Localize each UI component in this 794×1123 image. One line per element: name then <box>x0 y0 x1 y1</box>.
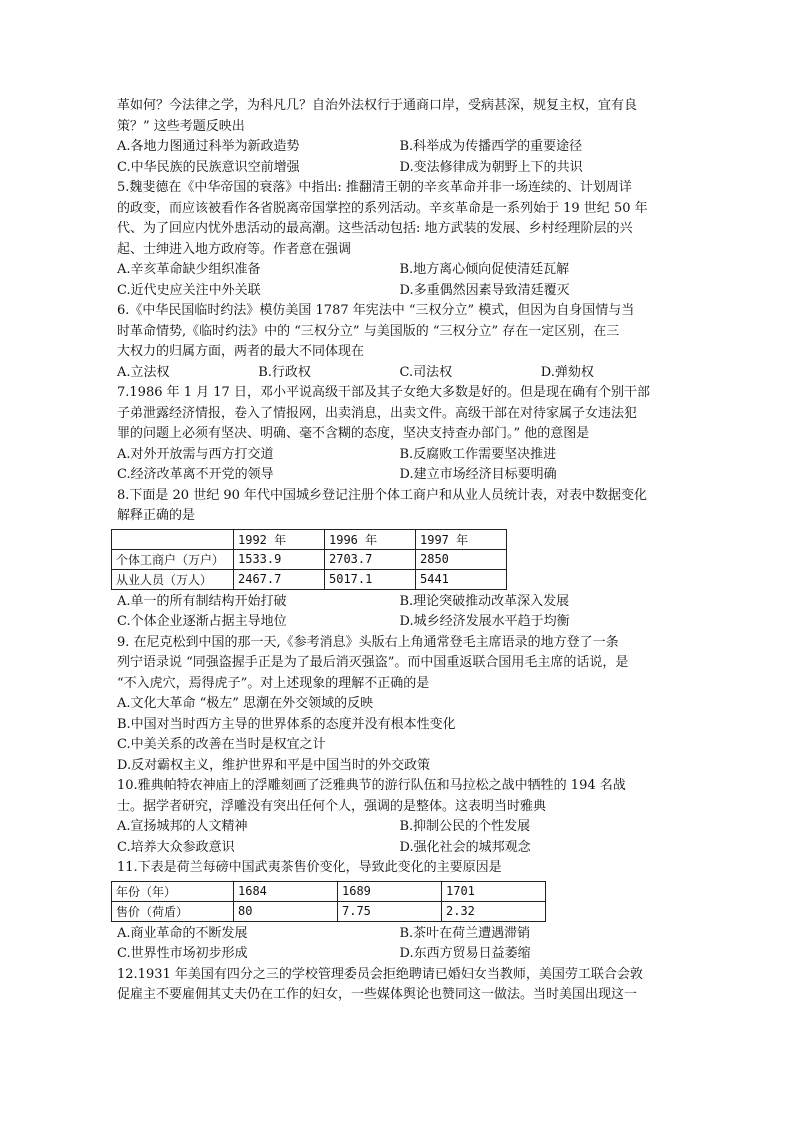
question-5-line: 5.魏斐德在《中华帝国的衰落》中指出: 推翻清王朝的辛亥革命并非一场连续的、计划周详 <box>117 180 632 195</box>
option-d[interactable]: D.弹劾权 <box>540 364 594 380</box>
table-cell: 1997 年 <box>416 529 507 549</box>
question-7-line: 罪的问题上必须有坚决、明确、毫不含糊的态度，坚决支持查办部门。” 他的意图是 <box>117 426 590 441</box>
option-b[interactable]: B.科举成为传播西学的重要途径 <box>399 139 583 154</box>
options-row <box>117 465 682 486</box>
options-row <box>117 158 682 179</box>
option-a[interactable]: A.立法权 <box>117 364 170 380</box>
table-cell: 年份（年） <box>112 881 234 901</box>
option-a[interactable]: A.宣扬城邦的人文精神 <box>117 819 248 834</box>
option-c[interactable]: C.经济改革离不开党的领导 <box>117 467 274 482</box>
tea-price-table <box>111 881 546 922</box>
option-d[interactable]: D.变法修律成为朝野上下的共识 <box>399 159 583 175</box>
question-10-line: 士。据学者研究，浮雕没有突出任何个人，强调的是整体。这表明当时雅典 <box>117 798 547 814</box>
question-12-line: 12.1931 年美国有四分之三的学校管理委员会拒绝聘请已婚妇女当教师，美国劳工联合会敦 <box>117 966 643 982</box>
table-cell: 1701 <box>442 881 546 901</box>
table-cell: 2850 <box>416 549 507 569</box>
options-row <box>117 137 682 158</box>
question-8-line: 解释正确的是 <box>117 508 196 523</box>
table-row <box>112 549 507 569</box>
table-cell: 售价（荷盾） <box>112 901 234 921</box>
option-b[interactable]: B.反腐败工作需要坚决推进 <box>399 446 557 462</box>
option-a[interactable]: A.辛亥革命缺少组织准备 <box>117 262 261 277</box>
options-row <box>117 838 682 859</box>
options-row <box>117 924 682 945</box>
option-b[interactable]: B.地方离心倾向促使清廷瓦解 <box>399 262 570 277</box>
options-row <box>117 363 682 384</box>
options-row <box>117 281 682 302</box>
table-cell: 2703.7 <box>325 549 416 569</box>
table-cell: 1533.9 <box>234 549 325 569</box>
option-c[interactable]: C.司法权 <box>399 364 453 380</box>
question-6-line: 大权力的归属方面，两者的最大不同体现在 <box>117 344 365 359</box>
option-a[interactable]: A.单一的所有制结构开始打破 <box>117 593 287 609</box>
table-cell: 2467.7 <box>234 569 325 589</box>
table-cell <box>112 529 234 549</box>
intro-line: 策？” 这些考题反映出 <box>117 118 245 134</box>
option-d[interactable]: D.东西方贸易日益萎缩 <box>399 946 531 961</box>
table-cell: 个体工商户（万户） <box>112 549 234 569</box>
options-row <box>117 612 682 633</box>
question-9-line: 9. 在尼克松到中国的那一天,《参考消息》头版右上角通常登毛主席语录的地方登了一条 <box>117 634 619 650</box>
intro-line: 革如何？今法律之学，为科凡几？自治外法权行于通商口岸，受病甚深，规复主权，宜有良 <box>117 98 638 113</box>
option-b[interactable]: B.中国对当时西方主导的世界体系的态度并没有根本性变化 <box>117 716 456 732</box>
option-d[interactable]: D.城乡经济发展水平趋于均衡 <box>399 614 570 629</box>
option-a[interactable]: A.对外开放需与西方打交道 <box>117 446 274 462</box>
table-cell: 5017.1 <box>325 569 416 589</box>
option-d[interactable]: D.反对霸权主义，维护世界和平是中国当时的外交政策 <box>117 757 431 773</box>
question-5-line: 起、士绅进入地方政府等。作者意在强调 <box>117 241 352 257</box>
option-c[interactable]: C.培养大众参政意识 <box>117 839 235 855</box>
option-d[interactable]: D.建立市场经济目标要明确 <box>399 467 557 482</box>
option-b[interactable]: B.茶叶在荷兰遭遇滞销 <box>399 925 531 941</box>
question-6-line: 6.《中华民国临时约法》模仿美国 1787 年宪法中 “三权分立” 模式，但因为自身国情与当 <box>117 303 635 318</box>
question-9-line: “不入虎穴，焉得虎子”。对上述现象的理解不正确的是 <box>117 675 430 691</box>
option-b[interactable]: B.行政权 <box>258 364 311 380</box>
option-d[interactable]: D.多重偶然因素导致清廷覆灭 <box>399 282 570 298</box>
question-5-line: 的政变，而应该被看作各省脱离帝国掌控的系列活动。辛亥革命是一系列始于 19 世纪 50 年 <box>117 200 648 216</box>
question-11-line: 11.下表是荷兰每磅中国武夷茶售价变化，导致此变化的主要原因是 <box>117 860 502 875</box>
question-5-line: 代、为了回应内忧外患活动的最高潮。这些活动包括: 地方武装的发展、乡村经理阶层的兴 <box>117 221 633 236</box>
table-cell: 2.32 <box>442 901 546 921</box>
question-6-line: 时革命情势,《临时约法》中的 “三权分立” 与美国版的 “三权分立” 存在一定区别，在三 <box>117 323 620 339</box>
option-c[interactable]: C.个体企业逐渐占据主导地位 <box>117 614 287 629</box>
table-cell: 1684 <box>234 881 338 901</box>
table-cell: 1992 年 <box>234 529 325 549</box>
table-cell: 从业人员（万人） <box>112 569 234 589</box>
option-a[interactable]: A.各地力图通过科举为新政造势 <box>117 139 300 154</box>
options-row <box>117 445 682 466</box>
table-cell: 80 <box>234 901 338 921</box>
options-row <box>117 944 682 965</box>
options-row <box>117 817 682 838</box>
question-8-line: 8.下面是 20 世纪 90 年代中国城乡登记注册个体工商户和从业人员统计表，对表中数据变化 <box>117 487 648 503</box>
table-row <box>112 901 546 921</box>
option-b[interactable]: B.理论突破推动改革深入发展 <box>399 593 570 609</box>
option-d[interactable]: D.强化社会的城邦观念 <box>399 839 531 855</box>
table-cell: 5441 <box>416 569 507 589</box>
options-row <box>117 592 682 613</box>
table-row <box>112 881 546 901</box>
business-stats-table <box>111 529 507 590</box>
option-c[interactable]: C.世界性市场初步形成 <box>117 946 248 961</box>
option-b[interactable]: B.抑制公民的个性发展 <box>399 819 531 834</box>
exam-page <box>117 96 682 1006</box>
option-c[interactable]: C.中美关系的改善在当时是权宜之计 <box>117 737 326 752</box>
table-cell: 1996 年 <box>325 529 416 549</box>
option-a[interactable]: A.文化大革命 “极左” 思潮在外交领域的反映 <box>117 696 374 711</box>
table-header-row <box>112 529 507 549</box>
option-a[interactable]: A.商业革命的不断发展 <box>117 925 248 941</box>
table-row <box>112 569 507 589</box>
question-7-line: 7.1986 年 1 月 17 日，邓小平说高级干部及其子女绝大多数是好的。但是现在确有个别干部 <box>117 385 650 400</box>
question-12-line: 促雇主不要雇佣其丈夫仍在工作的妇女，一些媒体舆论也赞同这一做法。当时美国出现这一 <box>117 987 638 1002</box>
table-cell: 7.75 <box>338 901 442 921</box>
table-cell: 1689 <box>338 881 442 901</box>
option-c[interactable]: C.中华民族的民族意识空前增强 <box>117 159 300 175</box>
option-c[interactable]: C.近代史应关注中外关联 <box>117 282 261 298</box>
options-row <box>117 260 682 281</box>
question-10-line: 10.雅典帕特农神庙上的浮雕刻画了泛雅典节的游行队伍和马拉松之战中牺牲的 194 名战 <box>117 778 626 793</box>
question-7-line: 子弟泄露经济情报，卷入了情报网，出卖消息，出卖文件。高级干部在对待家属子女违法犯 <box>117 405 638 421</box>
question-9-line: 列宁语录说 “同强盗握手正是为了最后消灭强盗”。而中国重返联合国用毛主席的话说，是 <box>117 655 629 670</box>
